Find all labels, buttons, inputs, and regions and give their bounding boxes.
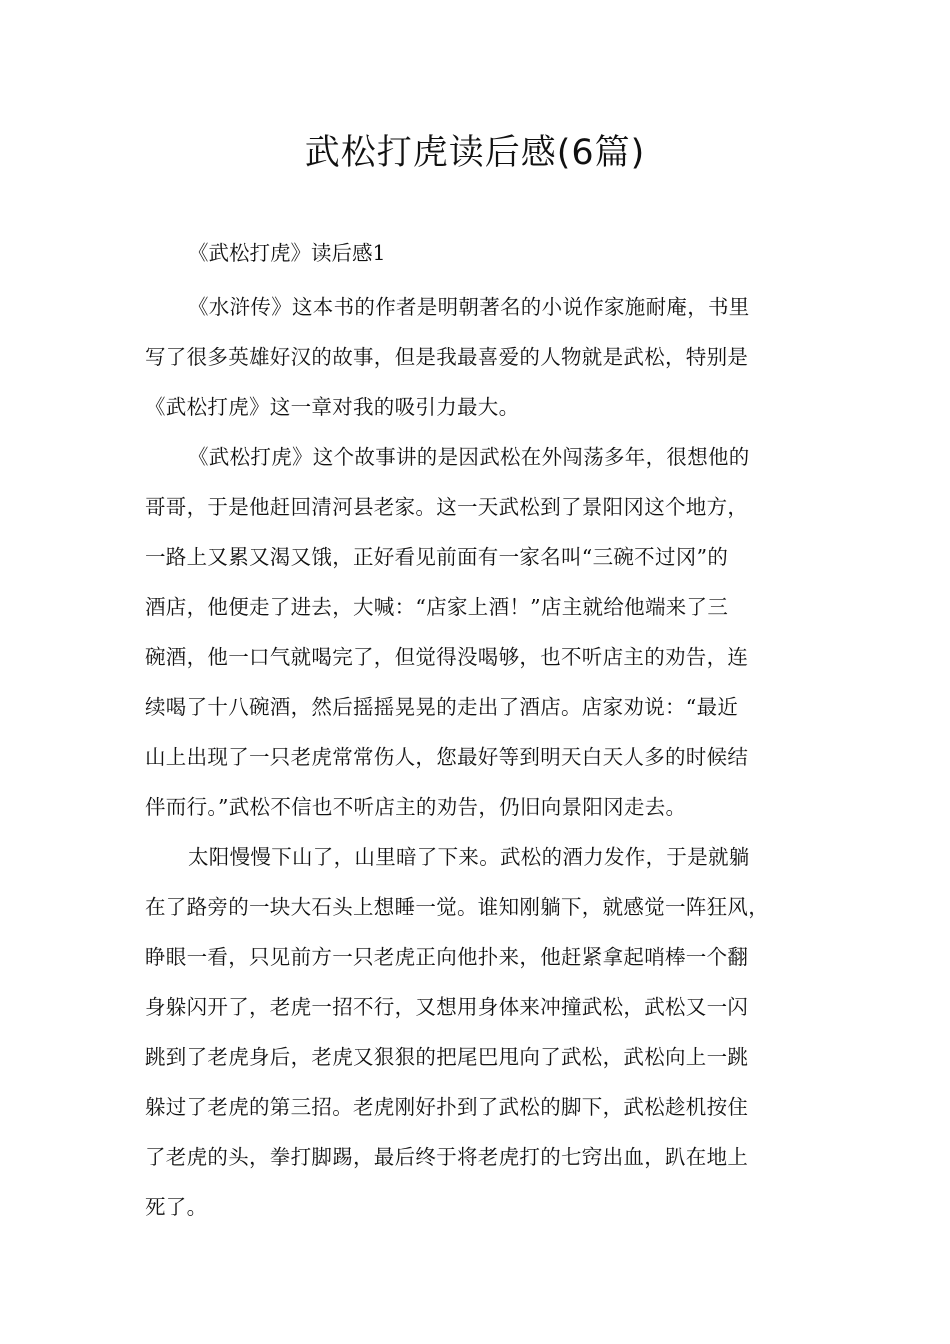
section-heading: 《武松打虎》读后感1 (188, 241, 386, 265)
paragraph-line: 哥哥，于是他赶回清河县老家。这一天武松到了景阳冈这个地方， (145, 495, 749, 519)
paragraph-line: 续喝了十八碗酒，然后摇摇晃晃的走出了酒店。店家劝说：“最近 (145, 695, 739, 719)
paragraph-line: 酒店，他便走了进去，大喊：“店家上酒！”店主就给他端来了三 (145, 595, 729, 619)
paragraph-line: 跳到了老虎身后，老虎又狠狠的把尾巴甩向了武松，武松向上一跳 (145, 1045, 749, 1069)
paragraph-line: 睁眼一看，只见前方一只老虎正向他扑来，他赶紧拿起哨棒一个翻 (145, 945, 749, 969)
paragraph-line: 死了。 (145, 1195, 208, 1219)
document-title: 武松打虎读后感(6篇) (304, 133, 646, 173)
paragraph-line: 《水浒传》这本书的作者是明朝著名的小说作家施耐庵，书里 (188, 295, 750, 319)
paragraph-line: 伴而行。”武松不信也不听店主的劝告，仍旧向景阳冈走去。 (145, 795, 687, 819)
paragraph-line: 《武松打虎》这个故事讲的是因武松在外闯荡多年，很想他的 (188, 445, 750, 469)
paragraph-line: 躲过了老虎的第三招。老虎刚好扑到了武松的脚下，武松趁机按住 (145, 1095, 749, 1119)
paragraph-line: 《武松打虎》这一章对我的吸引力最大。 (145, 395, 520, 419)
paragraph-line: 在了路旁的一块大石头上想睡一觉。谁知刚躺下，就感觉一阵狂风， (145, 895, 769, 919)
paragraph-1 (145, 282, 807, 432)
paragraph-line: 碗酒，他一口气就喝完了，但觉得没喝够，也不听店主的劝告，连 (145, 645, 749, 669)
paragraph-line: 太阳慢慢下山了，山里暗了下来。武松的酒力发作，于是就躺 (188, 845, 750, 869)
paragraph-2 (145, 432, 807, 832)
paragraph-3 (145, 832, 807, 1232)
document-body (145, 232, 807, 1232)
paragraph-line: 山上出现了一只老虎常常伤人，您最好等到明天白天人多的时候结 (145, 745, 749, 769)
paragraph-line: 写了很多英雄好汉的故事，但是我最喜爱的人物就是武松，特别是 (145, 345, 749, 369)
paragraph-line: 了老虎的头，拳打脚踢，最后终于将老虎打的七窍出血，趴在地上 (145, 1145, 749, 1169)
paragraph-line: 一路上又累又渴又饿，正好看见前面有一家名叫“三碗不过冈”的 (145, 545, 729, 569)
paragraph-line: 身躲闪开了，老虎一招不行，又想用身体来冲撞武松，武松又一闪 (145, 995, 749, 1019)
